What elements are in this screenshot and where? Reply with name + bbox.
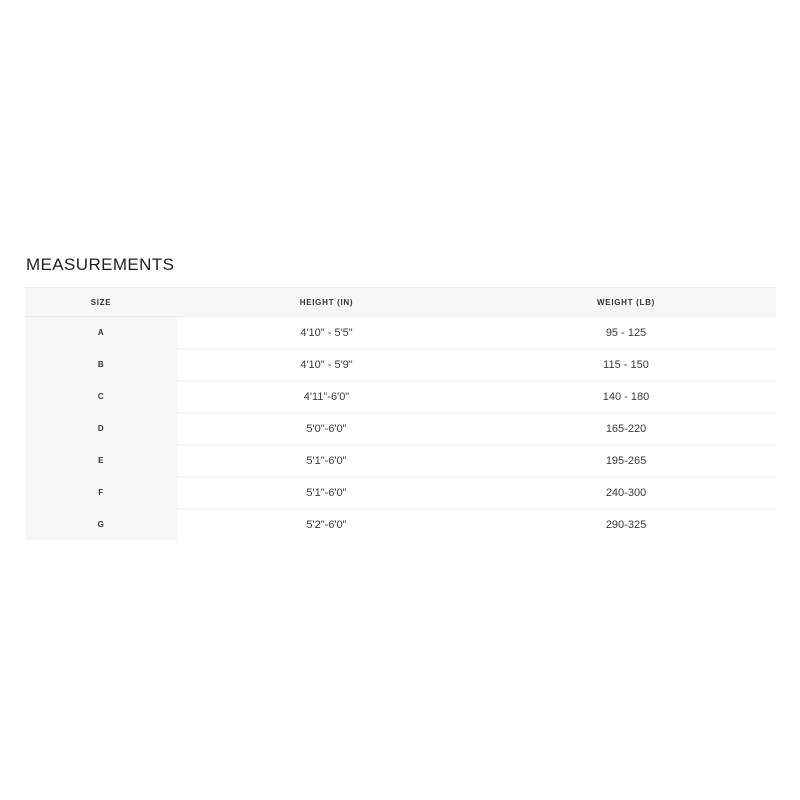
size-cell: E	[25, 445, 177, 477]
table-row	[25, 317, 776, 349]
weight-cell: 165-220	[476, 413, 776, 445]
table-row	[25, 509, 776, 541]
size-cell: G	[25, 509, 177, 541]
column-header-weight: WEIGHT (LB)	[476, 288, 776, 317]
height-cell: 4'10" - 5'5"	[177, 317, 476, 349]
height-cell: 4'10" - 5'9"	[177, 349, 476, 381]
table-row	[25, 445, 776, 477]
weight-cell: 195-265	[476, 445, 776, 477]
table-row	[25, 477, 776, 509]
table-row	[25, 349, 776, 381]
size-cell: D	[25, 413, 177, 445]
size-cell: F	[25, 477, 177, 509]
weight-cell: 95 - 125	[476, 317, 776, 349]
table-row	[25, 413, 776, 445]
table-header	[25, 288, 776, 317]
height-cell: 5'1"-6'0"	[177, 477, 476, 509]
measurements-section	[25, 254, 776, 540]
weight-cell: 140 - 180	[476, 381, 776, 413]
header-row	[25, 288, 776, 317]
height-cell: 5'2"-6'0"	[306, 518, 347, 531]
height-cell: 4'11"-6'0"	[177, 381, 476, 413]
table-row	[25, 381, 776, 413]
size-cell: B	[25, 349, 177, 381]
column-header-size: SIZE	[25, 288, 177, 317]
section-title: MEASUREMENTS	[26, 255, 175, 274]
weight-cell: 240-300	[476, 477, 776, 509]
weight-cell: 290-325	[605, 518, 647, 531]
column-header-height: HEIGHT (IN)	[177, 288, 476, 317]
size-cell: C	[25, 381, 177, 413]
weight-cell: 115 - 150	[476, 349, 776, 381]
table-body	[25, 317, 776, 541]
size-cell: A	[25, 317, 177, 349]
height-cell: 5'1"-6'0"	[177, 445, 476, 477]
size-chart-table	[25, 287, 776, 540]
height-cell: 5'0"-6'0"	[177, 413, 476, 445]
